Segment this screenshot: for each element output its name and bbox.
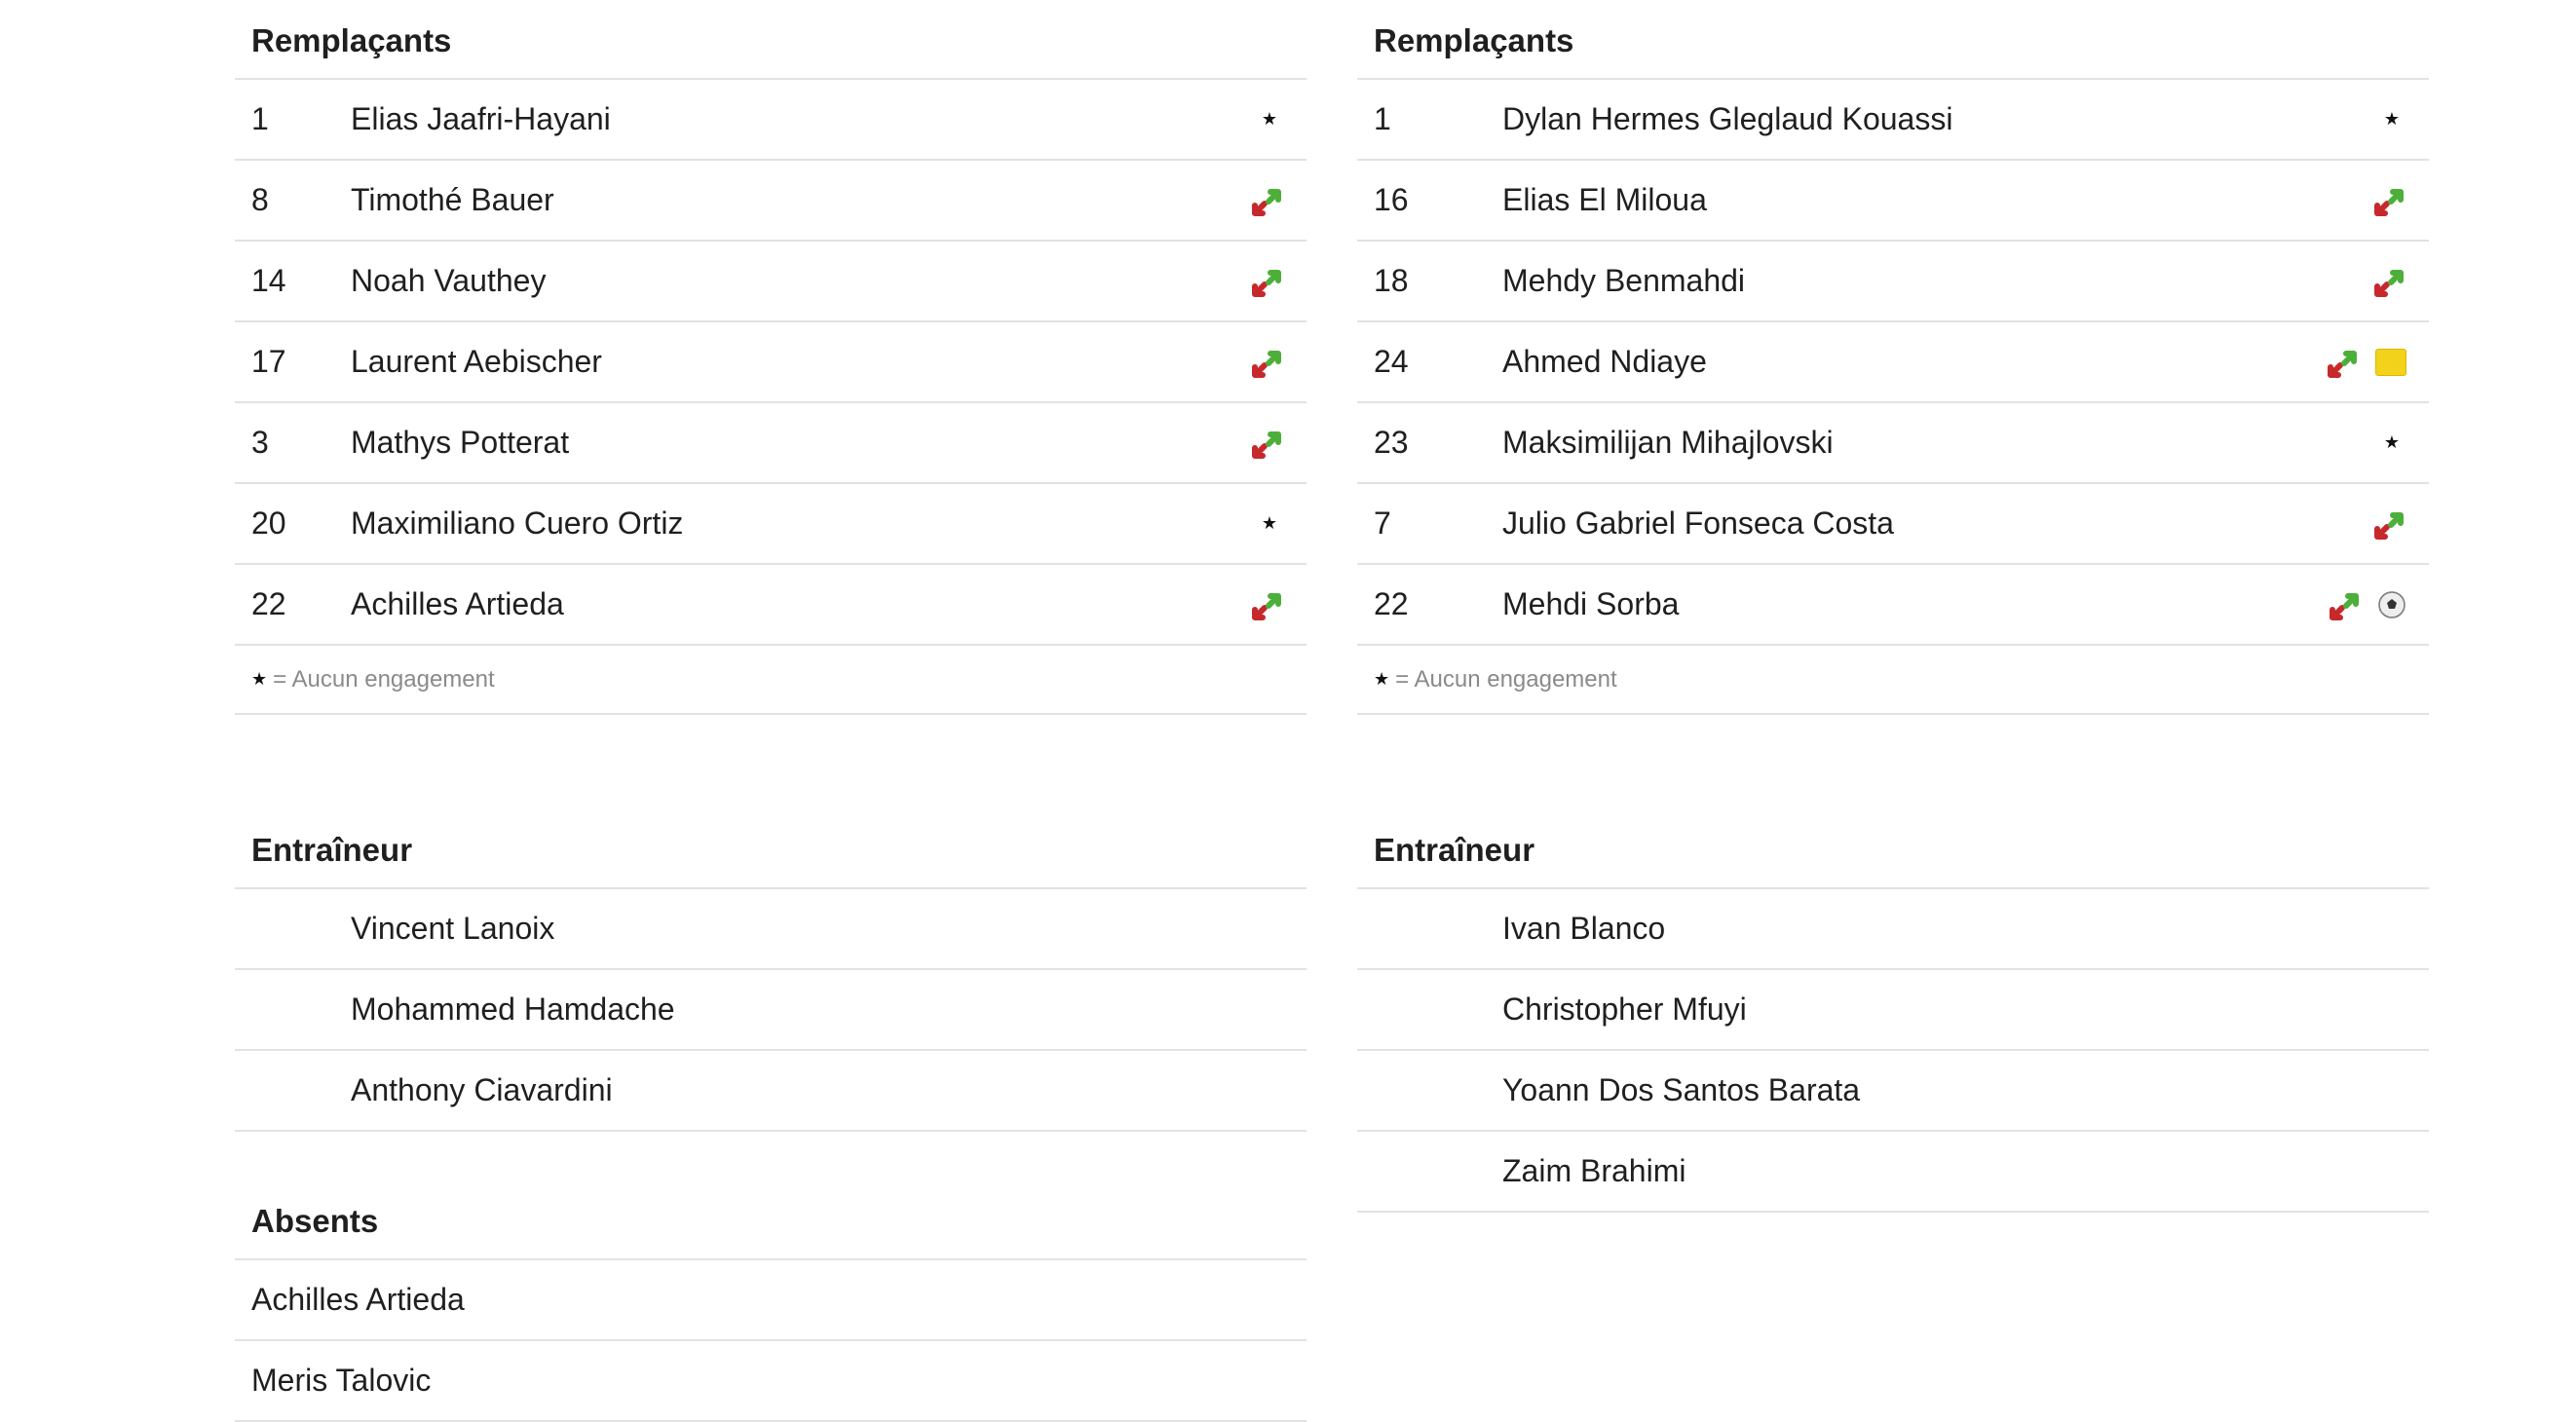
player-row (235, 403, 1307, 484)
player-name: Elias El Miloua (1502, 182, 1707, 217)
subs-list (1357, 80, 2429, 646)
player-row (1357, 161, 2429, 242)
legend-text: = Aucun engagement (1395, 665, 1617, 692)
player-event-icons (1251, 427, 1290, 460)
player-row (235, 322, 1307, 403)
subs-list (235, 80, 1307, 646)
player-number: 1 (1374, 101, 1391, 136)
coach-name: Anthony Ciavardini (351, 1072, 613, 1107)
player-event-icons (2373, 184, 2412, 217)
player-event-icons (2373, 265, 2412, 298)
player-number: 1 (251, 101, 269, 136)
absent-row (235, 1260, 1307, 1341)
player-event-icons (2329, 588, 2412, 621)
coach-name: Yoann Dos Santos Barata (1502, 1072, 1861, 1107)
legend (1357, 646, 2429, 715)
star-icon: ★ (2383, 432, 2401, 452)
coach-name: Christopher Mfuyi (1502, 992, 1747, 1027)
star-icon: ★ (251, 669, 268, 689)
coach-row (1357, 1051, 2429, 1132)
player-name: Julio Gabriel Fonseca Costa (1502, 505, 1894, 541)
player-event-icons (1251, 265, 1290, 298)
coach-row (1357, 889, 2429, 970)
player-number: 16 (1374, 182, 1409, 217)
player-number: 22 (251, 586, 286, 621)
coach-name: Mohammed Hamdache (351, 992, 675, 1027)
player-event-icons (2327, 346, 2412, 379)
player-name: Mehdy Benmahdi (1502, 263, 1746, 298)
player-row (1357, 322, 2429, 403)
star-icon: ★ (1261, 109, 1278, 129)
coach-list (235, 889, 1307, 1132)
coach-row (235, 889, 1307, 970)
away-team-column (1357, 0, 2429, 1213)
subs-title: Remplaçants (1357, 0, 2429, 80)
absent-player-name: Meris Talovic (251, 1363, 432, 1398)
player-name: Dylan Hermes Gleglaud Kouassi (1502, 101, 1953, 136)
absent-player-name: Achilles Artieda (251, 1282, 465, 1317)
coach-name: Zaim Brahimi (1502, 1153, 1686, 1188)
substitution-icon (1251, 265, 1284, 298)
goal-ball-icon (2377, 590, 2406, 619)
player-event-icons (2377, 432, 2412, 453)
substitution-icon (1251, 588, 1284, 621)
star-icon: ★ (1261, 513, 1278, 533)
player-name: Elias Jaafri-Hayani (351, 101, 611, 136)
player-event-icons (2377, 109, 2412, 130)
player-name: Laurent Aebischer (351, 344, 602, 379)
player-number: 23 (1374, 425, 1409, 460)
subs-title: Remplaçants (235, 0, 1307, 80)
player-row (235, 242, 1307, 322)
player-number: 14 (251, 263, 286, 298)
coach-row (1357, 970, 2429, 1051)
substitution-icon (2373, 507, 2406, 541)
coach-list (1357, 889, 2429, 1213)
player-name: Mehdi Sorba (1502, 586, 1680, 621)
player-number: 8 (251, 182, 269, 217)
coach-title: Entraîneur (235, 809, 1307, 889)
legend (235, 646, 1307, 715)
coach-row (235, 970, 1307, 1051)
player-number: 22 (1374, 586, 1409, 621)
player-name: Timothé Bauer (351, 182, 554, 217)
star-icon: ★ (2383, 109, 2401, 129)
player-event-icons (1255, 513, 1290, 534)
player-row (1357, 565, 2429, 646)
substitution-icon (1251, 184, 1284, 217)
player-number: 20 (251, 505, 286, 541)
absents-title: Absents (235, 1180, 1307, 1260)
substitution-icon (2329, 588, 2362, 621)
absents-list (235, 1260, 1307, 1422)
player-row (1357, 403, 2429, 484)
legend-text: = Aucun engagement (273, 665, 495, 692)
coach-row (1357, 1132, 2429, 1213)
player-event-icons (1251, 346, 1290, 379)
coach-row (235, 1051, 1307, 1132)
player-name: Ahmed Ndiaye (1502, 344, 1707, 379)
home-team-column (235, 0, 1307, 1422)
coach-name: Vincent Lanoix (351, 911, 555, 946)
player-row (235, 565, 1307, 646)
player-event-icons (1251, 588, 1290, 621)
substitution-icon (2327, 346, 2360, 379)
player-row (1357, 80, 2429, 161)
player-name: Achilles Artieda (351, 586, 564, 621)
substitution-icon (2373, 184, 2406, 217)
coach-name: Ivan Blanco (1502, 911, 1666, 946)
player-row (235, 484, 1307, 565)
player-name: Maksimilijan Mihajlovski (1502, 425, 1834, 460)
player-row (235, 80, 1307, 161)
player-number: 18 (1374, 263, 1409, 298)
player-name: Mathys Potterat (351, 425, 570, 460)
player-number: 7 (1374, 505, 1391, 541)
player-number: 24 (1374, 344, 1409, 379)
player-event-icons (2373, 507, 2412, 541)
player-row (1357, 242, 2429, 322)
player-row (235, 161, 1307, 242)
absent-row (235, 1341, 1307, 1422)
player-name: Maximiliano Cuero Ortiz (351, 505, 684, 541)
star-icon: ★ (1374, 669, 1390, 689)
substitution-icon (1251, 427, 1284, 460)
coach-title: Entraîneur (1357, 809, 2429, 889)
substitution-icon (2373, 265, 2406, 298)
player-event-icons (1255, 109, 1290, 130)
yellow-card-icon (2375, 349, 2406, 376)
player-name: Noah Vauthey (351, 263, 547, 298)
player-event-icons (1251, 184, 1290, 217)
substitution-icon (1251, 346, 1284, 379)
player-row (1357, 484, 2429, 565)
player-number: 3 (251, 425, 269, 460)
player-number: 17 (251, 344, 286, 379)
